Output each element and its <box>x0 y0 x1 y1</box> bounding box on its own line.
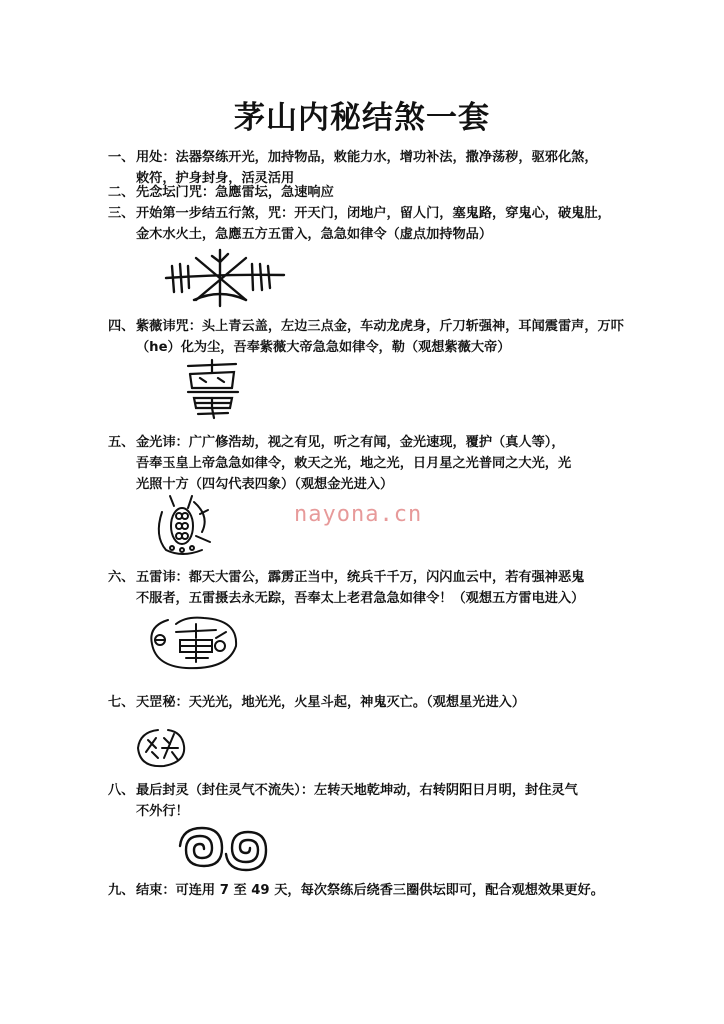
section-text-line: 开始第一步结五行煞，咒：开天门，闭地户，留人门，塞鬼路，穿鬼心，破鬼肚， <box>136 206 611 221</box>
section-text-line: （he）化为尘，吾奉紫薇大帝急急如律令，勒（观想紫薇大帝） <box>136 340 511 355</box>
section-5 <box>108 432 628 495</box>
section-text-line: 用处：法器祭练开光，加持物品，敕能力水，增功补法，撒净荡秽，驱邪化煞， <box>136 150 598 165</box>
section-number: 六、 <box>108 570 135 585</box>
section-number: 八、 <box>108 783 135 798</box>
section-text-line: 金木水火土，急應五方五雷入，急急如律令（虚点加持物品） <box>136 227 493 242</box>
section-number: 五、 <box>108 435 135 450</box>
section-6 <box>108 567 628 609</box>
five-element-sigil-icon <box>160 248 290 310</box>
section-text-line: 敕符，护身封身，活灵活用 <box>136 171 295 186</box>
section-8 <box>108 780 628 822</box>
ziwei-sigil-icon <box>182 358 244 420</box>
section-text-line: 吾奉玉皇上帝急急如律令，敕天之光，地之光，日月星之光普同之大光，光 <box>136 456 572 471</box>
five-thunder-sigil-icon <box>146 610 242 674</box>
tiangang-sigil-icon <box>134 722 192 774</box>
section-2 <box>108 182 628 203</box>
section-text-line: 不外行！ <box>136 804 189 819</box>
section-text-line: 结束：可连用 7 至 49 天，每次祭练后绕香三圈供坛即可，配合观想效果更好。 <box>136 883 604 898</box>
section-9 <box>108 880 628 901</box>
section-text-line: 不服者，五雷摄去永无踪，吾奉太上老君急急如律令！（观想五方雷电进入） <box>136 591 585 606</box>
section-text-line: 金光讳：广广修浩劫，视之有见，听之有闻，金光速现，覆护（真人等）， <box>136 435 565 450</box>
section-text-line: 最后封灵（封住灵气不流失）：左转天地乾坤动，右转阴阳日月明，封住灵气 <box>136 783 578 798</box>
golden-light-sigil-icon <box>152 492 216 560</box>
section-number: 四、 <box>108 319 135 334</box>
section-text-line: 光照十方（四勾代表四象）（观想金光进入） <box>136 477 394 492</box>
page-title: 茅山内秘结煞一套 <box>234 100 490 136</box>
section-text-line: 先念坛门咒：急應雷坛，急速响应 <box>136 185 334 200</box>
watermark: nayona.cn <box>294 502 423 527</box>
section-4 <box>108 316 628 358</box>
section-text-line: 紫薇讳咒：头上青云盖，左边三点金，车动龙虎身，斤刀斩强神，耳闻震雷声，万吓 <box>136 319 624 334</box>
section-text-line: 五雷讳：都天大雷公，霹雳正当中，统兵千千万，闪闪血云中，若有强神恶鬼 <box>136 570 585 585</box>
section-number: 一、 <box>108 150 135 165</box>
section-number: 三、 <box>108 206 135 221</box>
section-number: 七、 <box>108 695 135 710</box>
section-7 <box>108 692 628 713</box>
section-text-line: 天罡秘：天光光，地光光，火星斗起，神鬼灭亡。（观想星光进入） <box>136 695 526 710</box>
seal-spiral-sigil-icon <box>178 820 276 878</box>
section-number: 九、 <box>108 883 135 898</box>
section-3 <box>108 203 628 245</box>
section-number: 二、 <box>108 185 135 200</box>
